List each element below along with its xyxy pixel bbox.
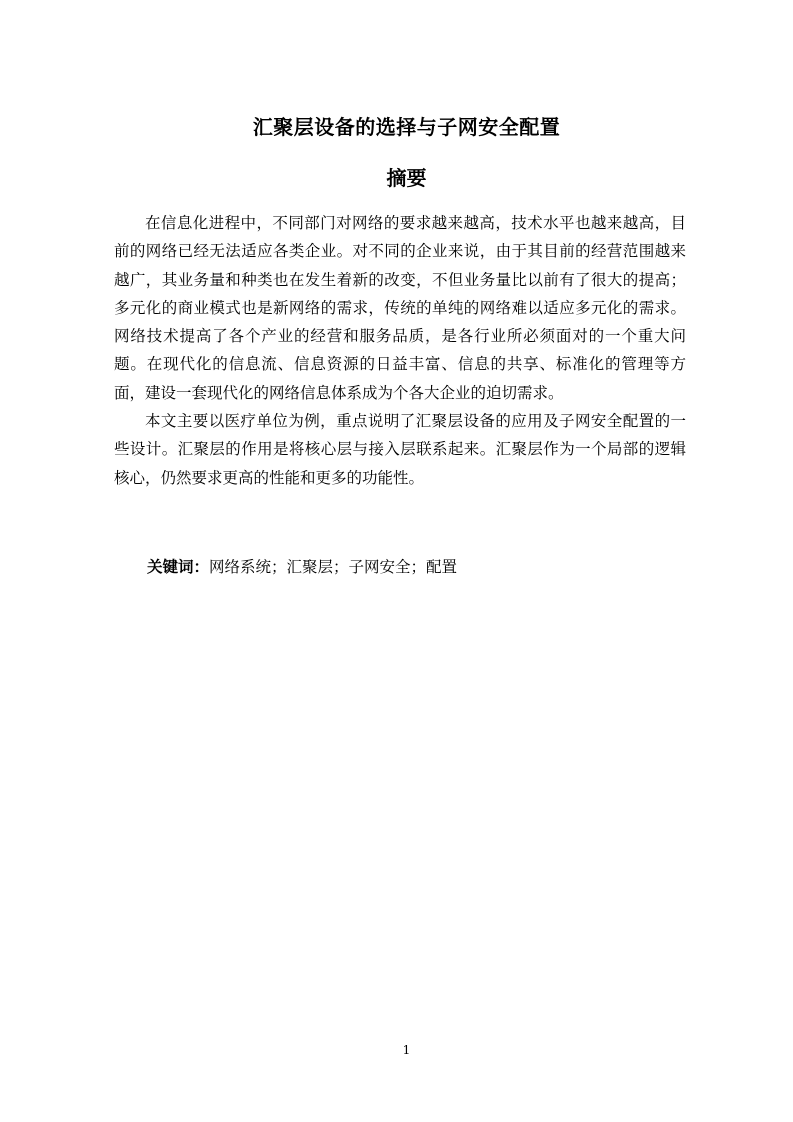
page-number: 1: [402, 1043, 411, 1057]
document-title: 汇聚层设备的选择与子网安全配置: [252, 115, 561, 139]
keywords-line: [147, 553, 457, 581]
abstract-paragraph-2: 本文主要以医疗单位为例，重点说明了汇聚层设备的应用及子网安全配置的一些设计。汇聚层的作用是将核心层与接入层联系起来。汇聚层作为一个局部的逻辑核心，仍然要求更高的性能和更多的功能性。: [114, 412, 686, 487]
abstract-body: [114, 209, 686, 492]
abstract-heading: 摘要: [386, 166, 427, 190]
keywords-label: 关键词：: [147, 558, 210, 576]
abstract-paragraph-1: 在信息化进程中，不同部门对网络的要求越来越高，技术水平也越来越高，目前的网络已经无法适应各类企业。对不同的企业来说，由于其目前的经营范围越来越广，其业务量和种类也在发生着新的改变，不但业务量比以前有了很大的提高；多元化的商业模式也是新网络的需求，传统的单纯的网络难以适应多元化的需求。网络技术提高了各个产业的经营和服务品质，是各行业所必须面对的一个重大问题。在现代化的信息流、信息资源的日益丰富、信息的共享、标准化的管理等方面，建设一套现代化的网络信息体系成为个各大企业的迫切需求。: [114, 214, 686, 402]
keywords-value: 网络系统；汇聚层；子网安全；配置: [209, 558, 458, 576]
